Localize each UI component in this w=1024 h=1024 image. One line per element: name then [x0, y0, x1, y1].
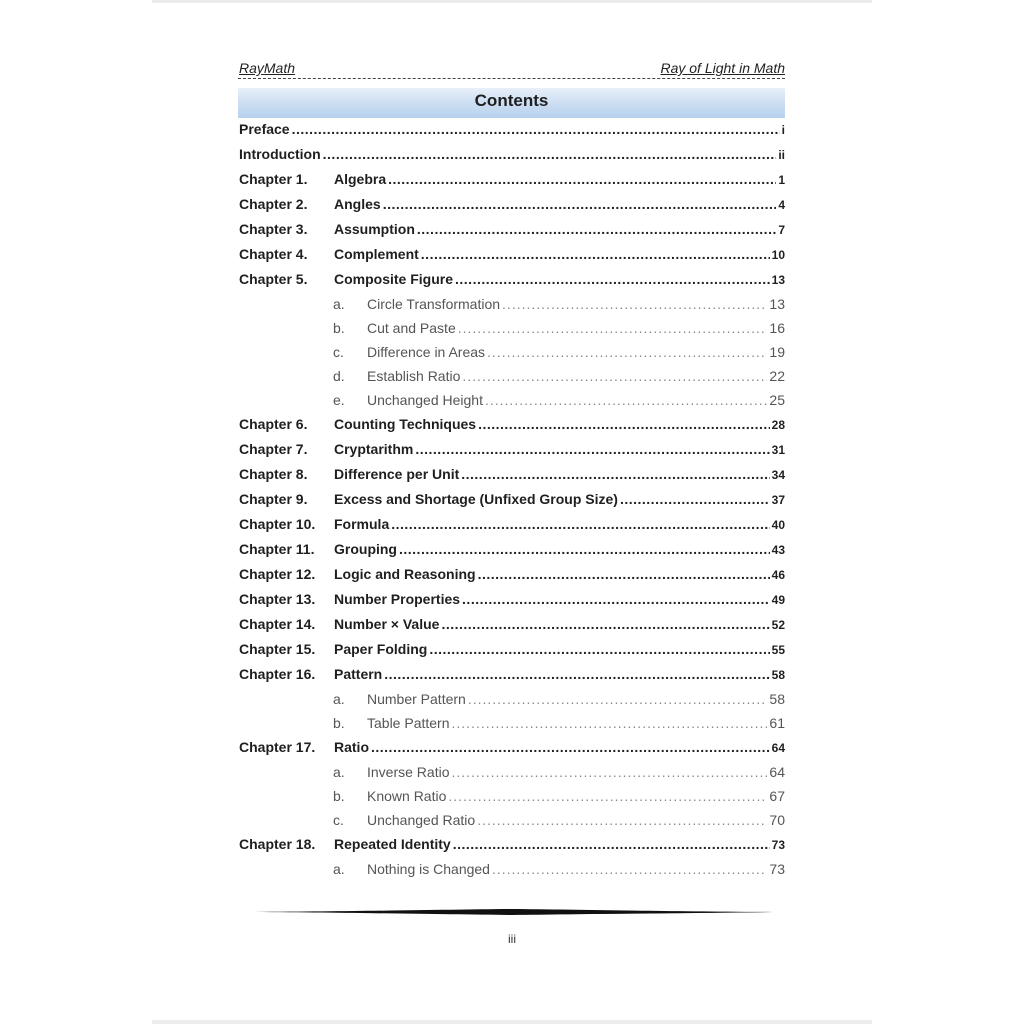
dot-leader — [620, 491, 770, 507]
toc-subentry — [238, 296, 785, 320]
toc-chapter-number: Chapter 1. — [239, 171, 308, 187]
toc-entry-title: Cryptarithm — [334, 441, 414, 457]
toc-page-number: i — [781, 123, 785, 137]
dot-leader — [441, 616, 769, 632]
dot-leader — [384, 666, 769, 682]
toc-subentry-letter: b. — [333, 788, 345, 804]
dot-leader — [421, 246, 770, 262]
toc-entry-title: Assumption — [334, 221, 415, 237]
toc-page-number: 40 — [771, 518, 785, 532]
toc-chapter-entry — [238, 416, 785, 441]
toc-page-number: 43 — [771, 543, 785, 557]
toc-page-number: 10 — [771, 248, 785, 262]
toc-entry-title: Complement — [334, 246, 419, 262]
toc-entry-title: Circle Transformation — [367, 296, 501, 312]
toc-entry-title: Ratio — [334, 739, 369, 755]
dot-leader — [478, 416, 770, 432]
toc-chapter-entry — [238, 616, 785, 641]
footer-swash-rule — [251, 907, 773, 917]
toc-chapter-number: Chapter 14. — [239, 616, 316, 632]
toc-subentry — [238, 368, 785, 392]
dot-leader — [461, 466, 769, 482]
toc-entry-title: Establish Ratio — [367, 368, 461, 384]
toc-chapter-entry — [238, 196, 785, 221]
toc-page-number: 73 — [769, 861, 785, 877]
dot-leader — [453, 836, 770, 852]
toc-entry-title: Number × Value — [334, 616, 440, 632]
toc-page-number: 52 — [771, 618, 785, 632]
toc-page-number: 49 — [771, 593, 785, 607]
toc-subentry — [238, 320, 785, 344]
toc-subentry-letter: b. — [333, 715, 345, 731]
toc-subentry — [238, 392, 785, 416]
dot-leader — [292, 121, 780, 137]
toc-page-number: 70 — [769, 812, 785, 828]
toc-page-number: 22 — [769, 368, 785, 384]
toc-entry-title: Formula — [334, 516, 390, 532]
toc-chapter-entry — [238, 271, 785, 296]
page-bottom-edge — [152, 1020, 872, 1024]
toc-entry-title: Preface — [239, 121, 290, 137]
toc-subentry — [238, 344, 785, 368]
toc-entry-title: Angles — [334, 196, 381, 212]
toc-chapter-number: Chapter 5. — [239, 271, 308, 287]
toc-subentry-letter: a. — [333, 861, 345, 877]
toc-page-number: 7 — [778, 223, 785, 237]
toc-page-number: 31 — [771, 443, 785, 457]
toc-front-matter-entry — [238, 146, 785, 171]
table-of-contents — [238, 121, 785, 885]
dot-leader — [455, 271, 770, 287]
toc-subentry — [238, 788, 785, 812]
toc-page-number: 46 — [771, 568, 785, 582]
toc-page-number: 19 — [769, 344, 785, 360]
toc-chapter-entry — [238, 171, 785, 196]
toc-chapter-number: Chapter 6. — [239, 416, 308, 432]
dot-leader — [399, 541, 770, 557]
toc-subentry — [238, 715, 785, 739]
dot-leader — [391, 516, 769, 532]
toc-entry-title: Nothing is Changed — [367, 861, 490, 877]
dot-leader — [477, 812, 767, 828]
toc-page-number: 13 — [769, 296, 785, 312]
dot-leader — [468, 691, 768, 707]
page-top-edge — [152, 0, 872, 3]
toc-entry-title: Introduction — [239, 146, 321, 162]
toc-page-number: 25 — [769, 392, 785, 408]
dot-leader — [383, 196, 777, 212]
toc-entry-title: Number Pattern — [367, 691, 466, 707]
toc-subentry-letter: a. — [333, 296, 345, 312]
toc-chapter-number: Chapter 16. — [239, 666, 316, 682]
toc-subentry-letter: a. — [333, 764, 345, 780]
toc-subentry-letter: a. — [333, 691, 345, 707]
dot-leader — [462, 368, 767, 384]
toc-entry-title: Repeated Identity — [334, 836, 451, 852]
toc-entry-title: Difference in Areas — [367, 344, 486, 360]
dot-leader — [492, 861, 767, 877]
toc-subentry — [238, 861, 785, 885]
toc-page-number: 58 — [771, 668, 785, 682]
toc-subentry-letter: c. — [333, 812, 344, 828]
dot-leader — [502, 296, 767, 312]
toc-chapter-entry — [238, 641, 785, 666]
toc-chapter-number: Chapter 11. — [239, 541, 315, 557]
toc-entry-title: Counting Techniques — [334, 416, 477, 432]
dot-leader — [323, 146, 777, 162]
toc-chapter-entry — [238, 221, 785, 246]
toc-page-number: 13 — [771, 273, 785, 287]
toc-chapter-entry — [238, 466, 785, 491]
dot-leader — [462, 591, 770, 607]
toc-chapter-number: Chapter 2. — [239, 196, 308, 212]
toc-chapter-entry — [238, 541, 785, 566]
toc-entry-title: Number Properties — [334, 591, 461, 607]
dot-leader — [448, 788, 767, 804]
toc-chapter-entry — [238, 591, 785, 616]
dot-leader — [388, 171, 776, 187]
toc-entry-title: Pattern — [334, 666, 383, 682]
toc-subentry-letter: e. — [333, 392, 345, 408]
toc-page-number: 58 — [769, 691, 785, 707]
dot-leader — [485, 392, 767, 408]
toc-entry-title: Algebra — [334, 171, 387, 187]
toc-chapter-number: Chapter 4. — [239, 246, 308, 262]
toc-chapter-number: Chapter 18. — [239, 836, 316, 852]
toc-chapter-entry — [238, 566, 785, 591]
toc-page-number: 61 — [769, 715, 785, 731]
toc-entry-title: Excess and Shortage (Unfixed Group Size) — [334, 491, 618, 507]
toc-subentry — [238, 812, 785, 836]
toc-page-number: 67 — [769, 788, 785, 804]
toc-subentry — [238, 764, 785, 788]
toc-front-matter-entry — [238, 121, 785, 146]
toc-chapter-number: Chapter 3. — [239, 221, 308, 237]
toc-entry-title: Logic and Reasoning — [334, 566, 476, 582]
toc-entry-title: Inverse Ratio — [367, 764, 450, 780]
toc-entry-title: Grouping — [334, 541, 397, 557]
header-book-title: RayMath — [239, 60, 296, 76]
dot-leader — [429, 641, 769, 657]
toc-page-number: 34 — [771, 468, 785, 482]
toc-entry-title: Composite Figure — [334, 271, 454, 287]
page-number: iii — [508, 932, 516, 946]
header-tagline: Ray of Light in Math — [660, 60, 785, 76]
toc-chapter-number: Chapter 9. — [239, 491, 308, 507]
toc-chapter-entry — [238, 516, 785, 541]
toc-entry-title: Unchanged Height — [367, 392, 483, 408]
toc-chapter-number: Chapter 12. — [239, 566, 316, 582]
toc-subentry-letter: c. — [333, 344, 344, 360]
toc-entry-title: Unchanged Ratio — [367, 812, 476, 828]
toc-page-number: 55 — [771, 643, 785, 657]
dot-leader — [371, 739, 770, 755]
dot-leader — [458, 320, 768, 336]
toc-entry-title: Paper Folding — [334, 641, 428, 657]
toc-chapter-number: Chapter 13. — [239, 591, 316, 607]
dot-leader — [478, 566, 770, 582]
toc-subentry-letter: d. — [333, 368, 345, 384]
running-header — [238, 60, 785, 79]
contents-title: Contents — [238, 88, 785, 118]
toc-chapter-number: Chapter 7. — [239, 441, 308, 457]
toc-page-number: 28 — [771, 418, 785, 432]
dot-leader — [415, 441, 769, 457]
dot-leader — [417, 221, 776, 237]
toc-chapter-number: Chapter 8. — [239, 466, 308, 482]
toc-page-number: 16 — [769, 320, 785, 336]
toc-chapter-entry — [238, 836, 785, 861]
toc-page-number: 64 — [769, 764, 785, 780]
toc-entry-title: Table Pattern — [367, 715, 450, 731]
toc-chapter-entry — [238, 491, 785, 516]
toc-chapter-number: Chapter 15. — [239, 641, 316, 657]
toc-chapter-number: Chapter 17. — [239, 739, 316, 755]
toc-chapter-entry — [238, 666, 785, 691]
toc-page-number: 4 — [778, 198, 785, 212]
dot-leader — [452, 715, 768, 731]
toc-page-number: 64 — [771, 741, 785, 755]
toc-entry-title: Known Ratio — [367, 788, 447, 804]
toc-subentry — [238, 691, 785, 715]
toc-chapter-entry — [238, 246, 785, 271]
toc-page-number: 73 — [771, 838, 785, 852]
toc-subentry-letter: b. — [333, 320, 345, 336]
dot-leader — [487, 344, 767, 360]
toc-entry-title: Cut and Paste — [367, 320, 456, 336]
toc-chapter-entry — [238, 739, 785, 764]
toc-page-number: ii — [778, 148, 785, 162]
toc-chapter-entry — [238, 441, 785, 466]
toc-page-number: 37 — [771, 493, 785, 507]
toc-chapter-number: Chapter 10. — [239, 516, 316, 532]
toc-entry-title: Difference per Unit — [334, 466, 460, 482]
toc-page-number: 1 — [778, 173, 785, 187]
dot-leader — [451, 764, 767, 780]
